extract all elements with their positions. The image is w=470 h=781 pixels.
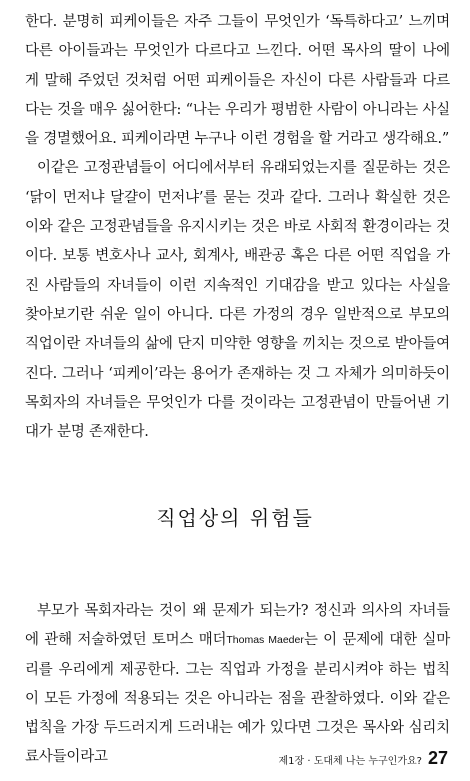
paragraph-text-before: 부모가 목회자라는 것이 왜 문제가 되는가? 정신과 의사의 자녀들에 관해 저술하였던 토머스 매더 <box>25 603 450 649</box>
paragraph-text-after: 는 이 문제에 대한 실마리를 우리에게 제공한다. 그는 직업과 가정을 분리시켜야 하는 법칙이 모든 가정에 적용되는 것은 아니라는 점을 관찰하였다. 이와 같은 법칙을 가장 두드러지게 드러내는 예가 있다면 그것은 목사와 심리치료사들이라고 <box>25 632 450 766</box>
paragraph-occupational-hazards <box>25 597 450 773</box>
paragraph-continued: 한다. 분명히 피케이들은 자주 그들이 무엇인가 ‘독특하다고’ 느끼며 다른 아이들과는 무엇인가 다르다고 느낀다. 어떤 목사의 딸이 나에게 말해 주었던 것처럼 어떤 피케이들은 자신이 다른 사람들과 다르다는 것을 매우 싫어한다: “나는 우리가 평범한 사람이 아니라는 사실을 경멸했어요. 피케이라면 누구나 이런 경험을 할 거라고 생각해요.” <box>25 14 450 148</box>
author-name-english: Thomas Maeder <box>226 634 304 647</box>
body-text-top <box>25 8 450 447</box>
running-head: 제1장 · 도대체 나는 누구인가요? <box>278 756 422 767</box>
section-heading: 직업상의 위험들 <box>156 505 314 530</box>
page-footer <box>278 748 448 769</box>
page-number: 27 <box>427 748 448 768</box>
body-text-bottom <box>25 597 450 773</box>
paragraph-stereotypes: 이같은 고정관념들이 어디에서부터 유래되었는지를 질문하는 것은 ‘닭이 먼저냐 달걀이 먼저냐’를 묻는 것과 같다. 그러나 확실한 것은 이와 같은 고정관념들을 유지시키는 것은 바로 사회적 환경이라는 것이다. 보통 변호사나 교사, 회계사, 배관공 혹은 다른 어떤 직업을 가진 사람들의 자녀들이 이런 지속적인 기대감을 받고 있다는 사실을 찾아보기란 쉬운 일이 아니다. 다른 가정의 경우 일반적으로 부모의 직업이란 자녀들의 삶에 단지 미약한 영향을 끼치는 것으로 받아들여진다. 그러나 ‘피케이’라는 용어가 존재하는 것 그 자체가 의미하듯이 목회자의 자녀들은 무엇인가 다를 것이라는 고정관념이 만들어낸 기대가 분명 존재한다. <box>25 160 450 441</box>
